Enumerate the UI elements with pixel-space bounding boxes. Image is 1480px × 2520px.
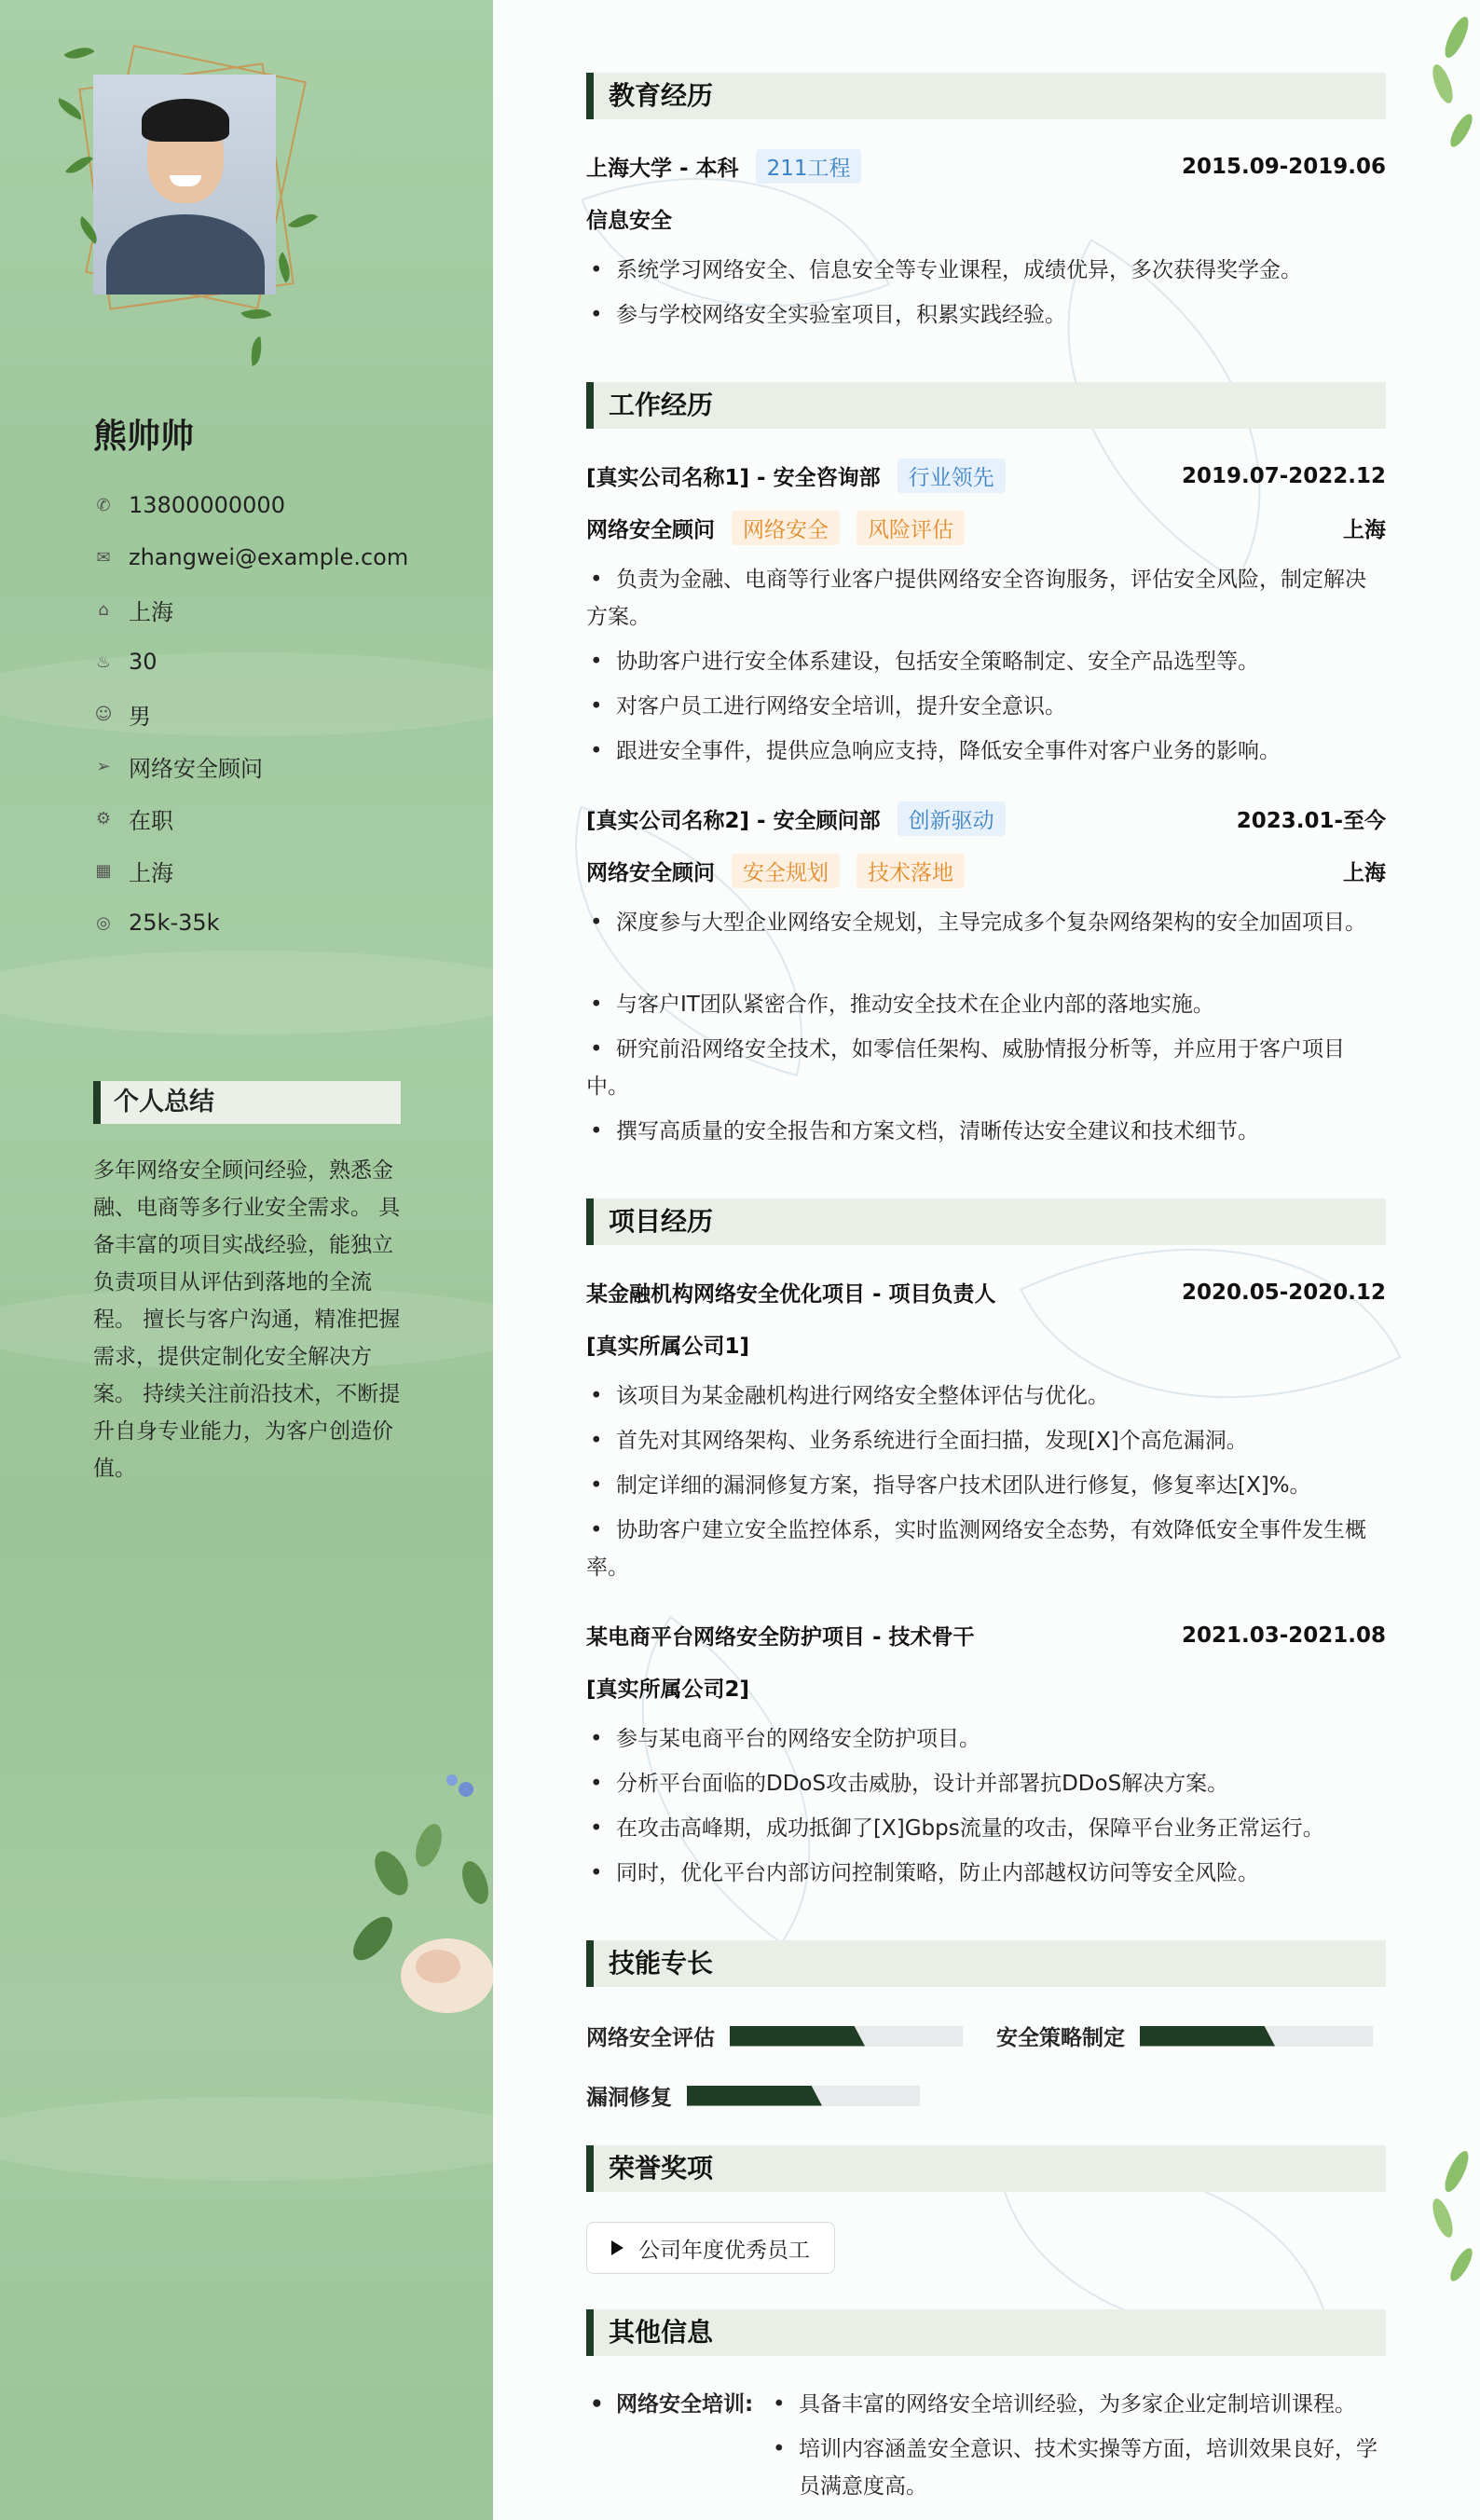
sidebar	[0, 0, 493, 2520]
list-item: • 研究前沿网络安全技术，如零信任架构、威胁情报分析等，并应用于客户项目中。	[586, 1031, 1386, 1105]
project-period: 2021.03-2021.08	[1181, 1623, 1386, 1648]
project-header	[586, 1620, 1386, 1650]
gender-value: 男	[129, 703, 151, 730]
skill-tag: 技术落地	[856, 854, 965, 888]
company-name: [真实公司名称2] - 安全顾问部	[586, 809, 881, 833]
position-value: 网络安全顾问	[129, 755, 263, 782]
list-item: • 系统学习网络安全、信息安全等专业课程，成绩优异，多次获得奖学金。	[586, 252, 1386, 289]
list-item: • 跟进安全事件，提供应急响应支持，降低安全事件对客户业务的影响。	[586, 733, 1386, 770]
job-city: 上海	[1343, 861, 1386, 885]
summary-text: 多年网络安全顾问经验，熟悉金融、电商等多行业安全需求。 具备丰富的项目实战经验，能独立负责项目从评估到落地的全流程。 擅长与客户沟通，精准把握需求，提供定制化安全解决方案。 持续关注前沿技术，不断提升自身专业能力，为客户创造价值。	[93, 1158, 401, 1481]
list-item: • 与客户IT团队紧密合作，推动安全技术在企业内部的落地实施。	[586, 986, 1386, 1023]
skill-bar-fill	[687, 2086, 822, 2106]
job-period: 2019.07-2022.12	[1181, 463, 1386, 488]
info-location	[93, 583, 408, 636]
leaf-icon	[288, 207, 318, 235]
education-major-row	[586, 203, 1386, 234]
contact-info	[93, 479, 408, 949]
skill-item	[586, 2020, 963, 2051]
list-item: • 协助客户建立安全监控体系，实时监测网络安全态势，有效降低安全事件发生概率。	[586, 1512, 1386, 1586]
company-tag: 行业领先	[898, 459, 1006, 493]
skill-name: 漏洞修复	[586, 2086, 672, 2110]
list-item: • 协助客户进行安全体系建设，包括安全策略制定、安全产品选型等。	[586, 643, 1386, 680]
salary-value: 25k-35k	[129, 910, 220, 936]
list-item: • 该项目为某金融机构进行网络安全整体评估与优化。	[586, 1377, 1386, 1415]
job-role-row	[586, 854, 1386, 888]
age-value: 30	[129, 649, 158, 675]
leaf-decoration	[1415, 2134, 1480, 2302]
project-period: 2020.05-2020.12	[1181, 1280, 1386, 1305]
skill-tag: 风险评估	[856, 511, 965, 545]
job-role: 网络安全顾问	[586, 518, 715, 542]
avatar-decoration	[56, 28, 326, 373]
face-icon: ☺	[94, 704, 113, 724]
skill-name: 网络安全评估	[586, 2026, 715, 2050]
info-gender	[93, 688, 408, 740]
info-status	[93, 792, 408, 844]
skill-name: 安全策略制定	[996, 2026, 1125, 2050]
school-name: 上海大学 - 本科	[586, 157, 739, 181]
other-label: • 网络安全培训:	[586, 2386, 753, 2423]
list-item: • 参与某电商平台的网络安全防护项目。	[586, 1720, 1386, 1758]
section-title-projects: 项目经历	[586, 1198, 1386, 1245]
avatar	[93, 75, 276, 294]
main-content	[493, 0, 1480, 2520]
phone-value: 13800000000	[129, 492, 285, 518]
summary-title: 个人总结	[93, 1081, 401, 1124]
skill-item	[996, 2020, 1373, 2051]
sidebar-wave	[0, 951, 493, 1034]
list-item: • 撰写高质量的安全报告和方案文档，清晰传达安全建议和技术细节。	[586, 1113, 1386, 1150]
play-icon	[611, 2240, 624, 2255]
education-header	[586, 149, 1386, 184]
target-city-value: 上海	[129, 859, 173, 886]
sidebar-wave	[0, 2097, 493, 2181]
list-item: • 在攻击高峰期，成功抵御了[X]Gbps流量的攻击，保障平台业务正常运行。	[586, 1810, 1386, 1847]
email-value[interactable]: zhangwei@example.com	[129, 544, 409, 570]
list-item: • 参与学校网络安全实验室项目，积累实践经验。	[586, 296, 1386, 334]
skill-bar	[730, 2026, 963, 2047]
building-icon: ▦	[95, 860, 112, 881]
location-value: 上海	[129, 598, 173, 625]
section-title-education: 教育经历	[586, 73, 1386, 119]
job-header	[586, 801, 1386, 836]
phone-icon: ✆	[96, 495, 111, 515]
skill-item	[586, 2080, 920, 2111]
section-title-honors: 荣誉奖项	[586, 2145, 1386, 2192]
project-name: 某金融机构网络安全优化项目 - 项目负责人	[586, 1282, 996, 1307]
job-role-row	[586, 511, 1386, 545]
skill-bar	[1140, 2026, 1373, 2047]
info-age	[93, 636, 408, 688]
project-company: [真实所属公司1]	[586, 1335, 750, 1359]
leaf-icon	[248, 336, 266, 366]
info-target-city	[93, 844, 408, 897]
project-name: 某电商平台网络安全防护项目 - 技术骨干	[586, 1625, 975, 1650]
section-title-other: 其他信息	[586, 2309, 1386, 2356]
list-item: • 深度参与大型企业网络安全规划，主导完成多个复杂网络架构的安全加固项目。	[586, 904, 1386, 941]
company-tag: 创新驱动	[898, 801, 1006, 836]
leaf-decoration	[1415, 0, 1480, 168]
job-header	[586, 459, 1386, 493]
list-item: • 对客户员工进行网络安全培训，提升安全意识。	[586, 688, 1386, 725]
profile-name: 熊帅帅	[93, 418, 195, 456]
list-item: • 制定详细的漏洞修复方案，指导客户技术团队进行修复，修复率达[X]%。	[586, 1467, 1386, 1504]
status-value: 在职	[129, 807, 173, 834]
list-item: • 同时，优化平台内部访问控制策略，防止内部越权访问等安全风险。	[586, 1855, 1386, 1892]
gear-icon: ⚙	[95, 808, 112, 829]
home-icon: ⌂	[98, 599, 109, 620]
coin-icon: ◎	[96, 912, 111, 933]
job-city: 上海	[1343, 518, 1386, 542]
info-salary	[93, 897, 408, 949]
project-company-row	[586, 1672, 1386, 1703]
section-title-work: 工作经历	[586, 382, 1386, 429]
skill-tag: 安全规划	[732, 854, 840, 888]
award-item[interactable]	[586, 2222, 835, 2274]
section-title-skills: 技能专长	[586, 1940, 1386, 1987]
project-header	[586, 1277, 1386, 1308]
list-item: • 分析平台面临的DDoS攻击威胁，设计并部署抗DDoS解决方案。	[586, 1765, 1386, 1802]
list-item: • 具备丰富的网络安全培训经验，为多家企业定制培训课程。	[769, 2386, 1386, 2423]
job-role: 网络安全顾问	[586, 861, 715, 885]
info-phone	[93, 479, 408, 531]
leaf-icon	[64, 40, 95, 65]
company-name: [真实公司名称1] - 安全咨询部	[586, 466, 881, 490]
send-icon: ➢	[96, 756, 111, 776]
skill-tag: 网络安全	[732, 511, 840, 545]
list-item: • 培训内容涵盖安全意识、技术实操等方面，培训效果良好，学员满意度高。	[769, 2431, 1386, 2505]
info-email	[93, 531, 408, 583]
mail-icon: ✉	[96, 547, 111, 568]
award-label: 公司年度优秀员工	[638, 2238, 810, 2263]
education-period: 2015.09-2019.06	[1181, 154, 1386, 179]
flower-decoration	[336, 1733, 493, 2032]
skill-bar-fill	[1140, 2026, 1275, 2047]
info-position	[93, 740, 408, 792]
project-company-row	[586, 1329, 1386, 1360]
cake-icon: ♨	[95, 651, 112, 672]
project-company: [真实所属公司2]	[586, 1678, 750, 1702]
list-item: • 负责为金融、电商等行业客户提供网络安全咨询服务，评估安全风险，制定解决方案。	[586, 561, 1386, 636]
skill-bar	[687, 2086, 920, 2106]
job-period: 2023.01-至今	[1236, 809, 1386, 833]
education-major: 信息安全	[586, 209, 672, 233]
list-item: • 首先对其网络架构、业务系统进行全面扫描，发现[X]个高危漏洞。	[586, 1422, 1386, 1459]
school-tag: 211工程	[756, 149, 862, 184]
skill-bar-fill	[730, 2026, 865, 2047]
